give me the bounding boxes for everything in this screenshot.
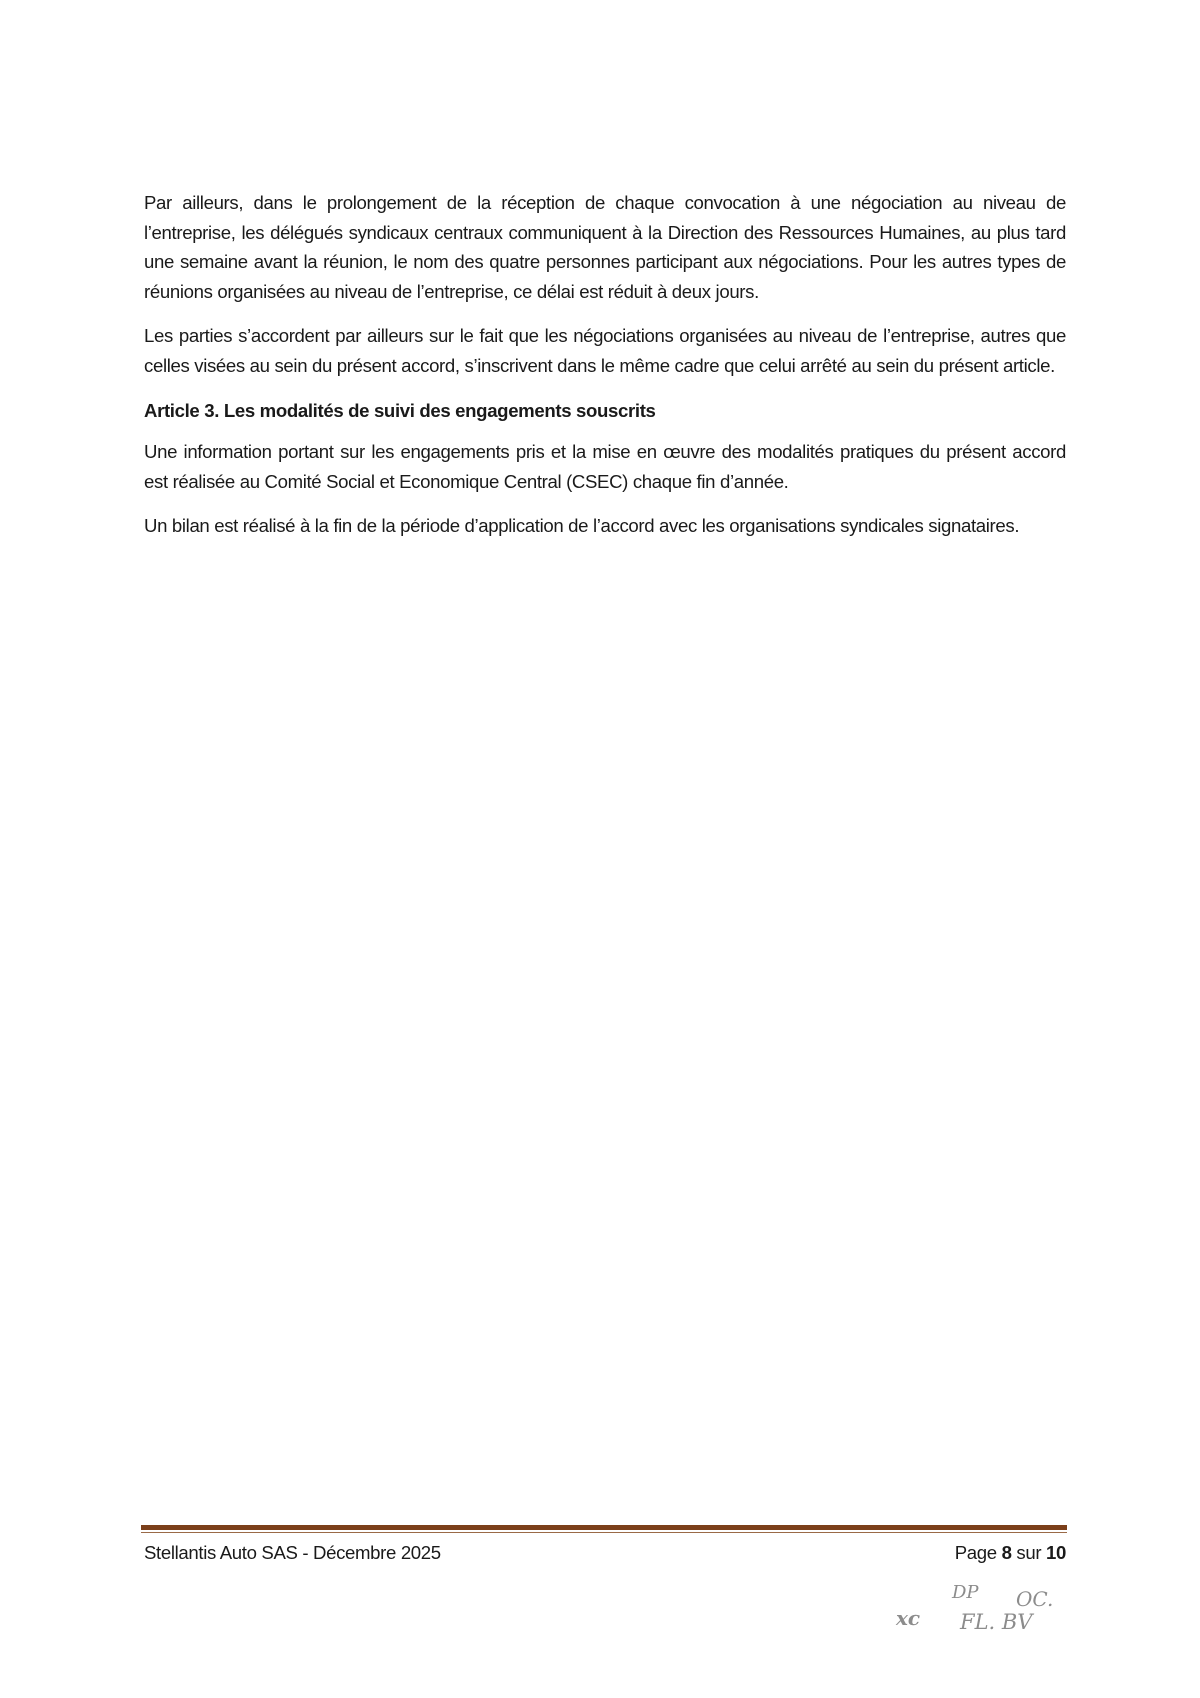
paragraph-other-negotiations: Les parties s’accordent par ailleurs sur le fait que les négociations organisées au niveau de l’entreprise, autres que celles visées au sein du présent accord, s’inscrivent dans le même cadre que celui arrêté au sein du présent article. — [144, 325, 1066, 376]
page-number — [955, 1538, 1066, 1568]
handwritten-initials — [890, 1582, 1080, 1652]
footer-company-date: Stellantis Auto SAS - Décembre 2025 — [144, 1542, 441, 1563]
initial-dp: DP — [952, 1582, 979, 1603]
article-3-heading: Article 3. Les modalités de suivi des engagements souscrits — [144, 399, 656, 421]
page-label: Page — [954, 1542, 997, 1563]
paragraph-bilan: Un bilan est réalisé à la fin de la période d’application de l’accord avec les organisations syndicales signataires. — [144, 515, 1020, 537]
footer-rule-thin — [141, 1532, 1067, 1533]
initial-oc: OC. — [1016, 1587, 1054, 1611]
paragraph-csec-information: Une information portant sur les engagements pris et la mise en œuvre des modalités pratiques du présent accord est réalisée au Comité Social et Economique Central (CSEC) chaque fin d’année. — [144, 441, 1066, 492]
paragraph-negotiation-participants: Par ailleurs, dans le prolongement de la réception de chaque convocation à une négociation au niveau de l’entreprise, les délégués syndicaux centraux communiquent à la Direction des Ressources Humaines, au plus tard une semaine avant la réunion, le nom des quatre personnes participant aux négociations. Pour les autres types de réunions organisées au niveau de l’entreprise, ce délai est réduit à deux jours. — [144, 192, 1066, 302]
footer-rule — [141, 1525, 1067, 1534]
page-footer — [144, 1538, 1066, 1568]
page-body — [144, 188, 1066, 556]
page-sep: sur — [1016, 1542, 1042, 1563]
page-current: 8 — [1001, 1542, 1012, 1563]
page-total: 10 — [1046, 1542, 1066, 1563]
initial-fl-bv: FL. BV — [960, 1610, 1033, 1634]
initial-xc: xc — [896, 1606, 921, 1630]
